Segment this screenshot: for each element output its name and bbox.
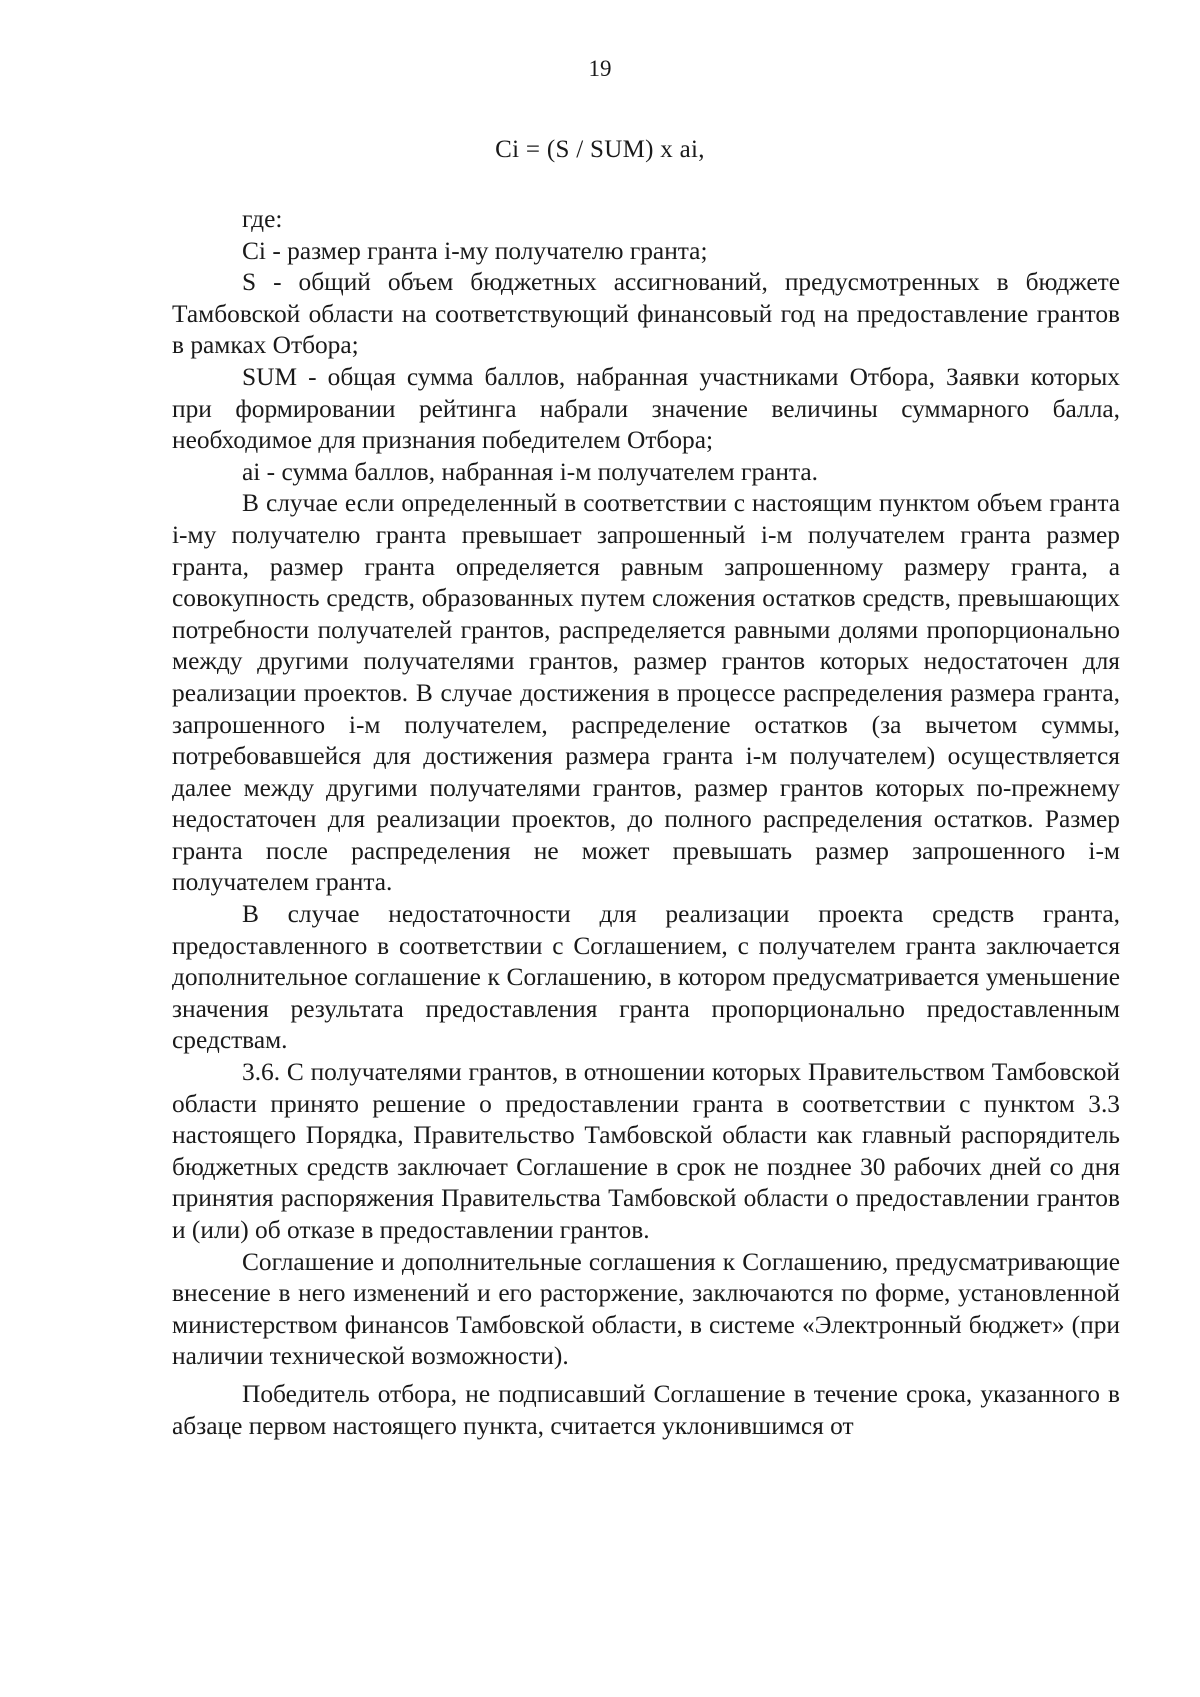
document-body bbox=[172, 204, 1120, 1442]
paragraph-s-definition: S - общий объем бюджетных ассигнований, предусмотренных в бюджете Тамбовской области на соответствующий финансовый год на предоставление грантов в рамках Отбора; bbox=[172, 268, 1120, 360]
page-number: 19 bbox=[588, 56, 612, 81]
paragraph-insufficient-funds: В случае недостаточности для реализации проекта средств гранта, предоставленного в соответствии с Соглашением, с получателем гранта заключается дополнительное соглашение к Соглашению, в котором предусматривается уменьшение значения результата предоставления гранта пропорционально предоставленным средствам. bbox=[172, 900, 1120, 1055]
paragraph-sum-definition: SUM - общая сумма баллов, набранная участниками Отбора, Заявки которых при формировании рейтинга набрали значение величины суммарного балла, необходимое для признания победителем Отбора; bbox=[172, 362, 1120, 455]
paragraph-where: где: bbox=[242, 205, 283, 233]
paragraph-agreement-form: Соглашение и дополнительные соглашения к Соглашению, предусматривающие внесение в него изменений и его расторжение, заключаются по форме, установленной министерством финансов Тамбовской области, в системе «Электронный бюджет» (при наличии технической возможности). bbox=[172, 1247, 1120, 1371]
paragraph-ai-definition: ai - сумма баллов, набранная i-м получателем гранта. bbox=[242, 457, 819, 486]
paragraph-ci-definition: Ci - размер гранта i-му получателю гранта; bbox=[242, 236, 708, 265]
paragraph-3-6-agreement: 3.6. С получателями грантов, в отношении которых Правительством Тамбовской области принято решение о предоставлении гранта в соответствии с пунктом 3.3 настоящего Порядка, Правительство Тамбовской области как главный распорядитель бюджетных средств заключает Соглашение в срок не позднее 30 рабочих дней со дня принятия распоряжения Правительства Тамбовской области о предоставлении грантов и (или) об отказе в предоставлении грантов. bbox=[172, 1058, 1120, 1244]
paragraph-excess-grant: В случае если определенный в соответствии с настоящим пунктом объем гранта i-му получателю гранта превышает запрошенный i-м получателем гранта размер гранта, размер гранта определяется равным запрошенному размеру гранта, а совокупность средств, образованных путем сложения остатков средств, превышающих потребности получателей грантов, распределяется равными долями пропорционально между другими получателями грантов, размер грантов которых недостаточен для реализации проектов. В случае достижения в процессе распределения размера гранта, запрошенного i-м получателем, распределение остатков (за вычетом суммы, потребовавшейся для достижения размера гранта i-м получателем) осуществляется далее между другими получателями грантов, размер грантов которых по-прежнему недостаточен для реализации проектов, до полного распределения остатков. Размер гранта после распределения не может превышать размер запрошенного i-м получателем гранта. bbox=[172, 489, 1120, 897]
grant-formula: Ci = (S / SUM) x ai, bbox=[495, 136, 705, 163]
paragraph-winner-evasion: Победитель отбора, не подписавший Соглашение в течение срока, указанного в абзаце первом настоящего пункта, считается уклонившимся от bbox=[172, 1379, 1120, 1440]
